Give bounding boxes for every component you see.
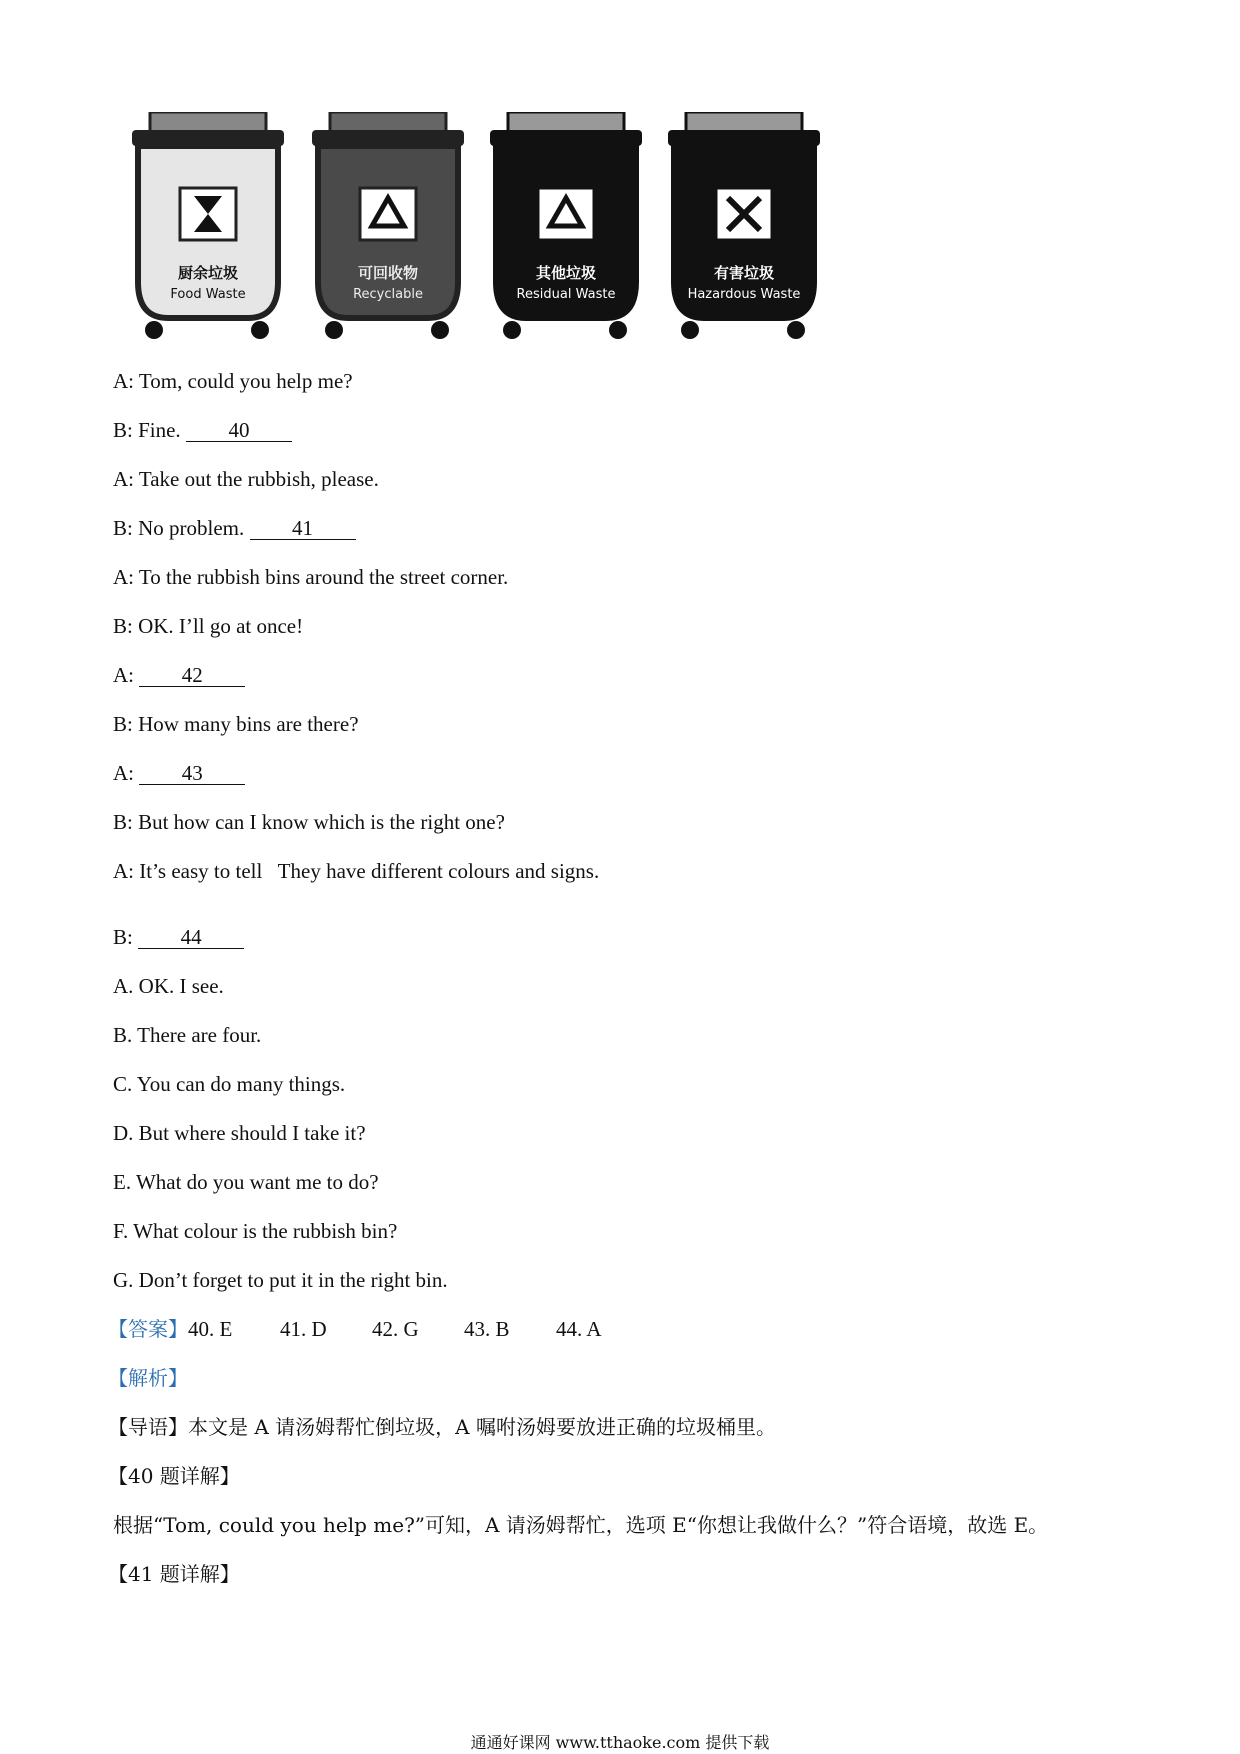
answer-blank[interactable]: 44 <box>138 926 244 949</box>
bin-label-en: Food Waste <box>170 287 246 302</box>
page-footer: 通通好课网 www.tthaoke.com 提供下载 <box>470 1733 770 1752</box>
option-item: D. But where should I take it? <box>113 1121 366 1145</box>
option-item: A. OK. I see. <box>113 974 224 998</box>
answer-item: 42. G <box>372 1317 419 1341</box>
answer-item: 40. E <box>188 1317 233 1341</box>
dialogue-line: A: It’s easy to tell They have different colours and signs. <box>113 859 600 883</box>
bin-label-cn: 厨余垃圾 <box>177 264 238 282</box>
answer-item: 43. B <box>464 1317 510 1341</box>
bin-label-en: Residual Waste <box>516 287 616 302</box>
option-item: G. Don’t forget to put it in the right bin. <box>113 1268 448 1292</box>
bin-residual-waste <box>486 112 646 344</box>
food-waste-bin-icon <box>128 112 288 344</box>
option-item: C. You can do many things. <box>113 1072 346 1096</box>
dialogue-line: B: OK. I’ll go at once! <box>113 614 304 638</box>
hazardous-waste-bin-icon <box>664 112 824 344</box>
dialogue-line: A: Tom, could you help me? <box>113 369 353 393</box>
intro-tag: 【导语】 <box>108 1415 188 1439</box>
bin-label-cn: 其他垃圾 <box>535 264 596 282</box>
answer-blank[interactable]: 42 <box>139 664 245 687</box>
intro-text: 本文是 A 请汤姆帮忙倒垃圾，A 嘱咐汤姆要放进正确的垃圾桶里。 <box>188 1415 776 1439</box>
answer-item: 44. A <box>556 1317 602 1341</box>
answer-item: 41. D <box>280 1317 327 1341</box>
dialogue-line: B: Fine. 40 <box>113 417 292 443</box>
dialogue-line: B: 44 <box>113 924 244 950</box>
dialogue-line: A: 42 <box>113 662 245 688</box>
bin-label-en: Recyclable <box>353 287 423 302</box>
answer-tag: 【答案】 <box>108 1317 188 1341</box>
analysis-heading: 【解析】 <box>108 1366 188 1390</box>
q40-title: 【40 题详解】 <box>108 1464 240 1488</box>
dialogue-line: B: No problem. 41 <box>113 515 356 541</box>
bin-hazardous-waste <box>664 112 824 344</box>
option-item: F. What colour is the rubbish bin? <box>113 1219 398 1243</box>
bin-label-en: Hazardous Waste <box>687 287 801 302</box>
rubbish-bins-figure <box>128 112 908 344</box>
dialogue-line: A: 43 <box>113 760 245 786</box>
dialogue-line: B: How many bins are there? <box>113 712 359 736</box>
bin-recyclable <box>308 112 468 344</box>
bin-label-cn: 可回收物 <box>357 264 418 282</box>
dialogue-line: A: Take out the rubbish, please. <box>113 467 379 491</box>
option-item: B. There are four. <box>113 1023 262 1047</box>
q40-explanation: 根据“Tom, could you help me?”可知，A 请汤姆帮忙，选项 E“你想让我做什么？”符合语境，故选 E。 <box>113 1513 1049 1537</box>
recyclable-bin-icon <box>308 112 468 344</box>
answer-blank[interactable]: 43 <box>139 762 245 785</box>
dialogue-line: B: But how can I know which is the right one? <box>113 810 505 834</box>
option-item: E. What do you want me to do? <box>113 1170 379 1194</box>
bin-label-cn: 有害垃圾 <box>713 264 774 282</box>
q41-title: 【41 题详解】 <box>108 1562 240 1586</box>
answer-blank[interactable]: 40 <box>186 419 292 442</box>
bin-food-waste <box>128 112 288 344</box>
answer-blank[interactable]: 41 <box>250 517 356 540</box>
dialogue-line: A: To the rubbish bins around the street corner. <box>113 565 509 589</box>
residual-waste-bin-icon <box>486 112 646 344</box>
answer-line <box>108 1316 648 1342</box>
intro-paragraph <box>108 1414 776 1440</box>
